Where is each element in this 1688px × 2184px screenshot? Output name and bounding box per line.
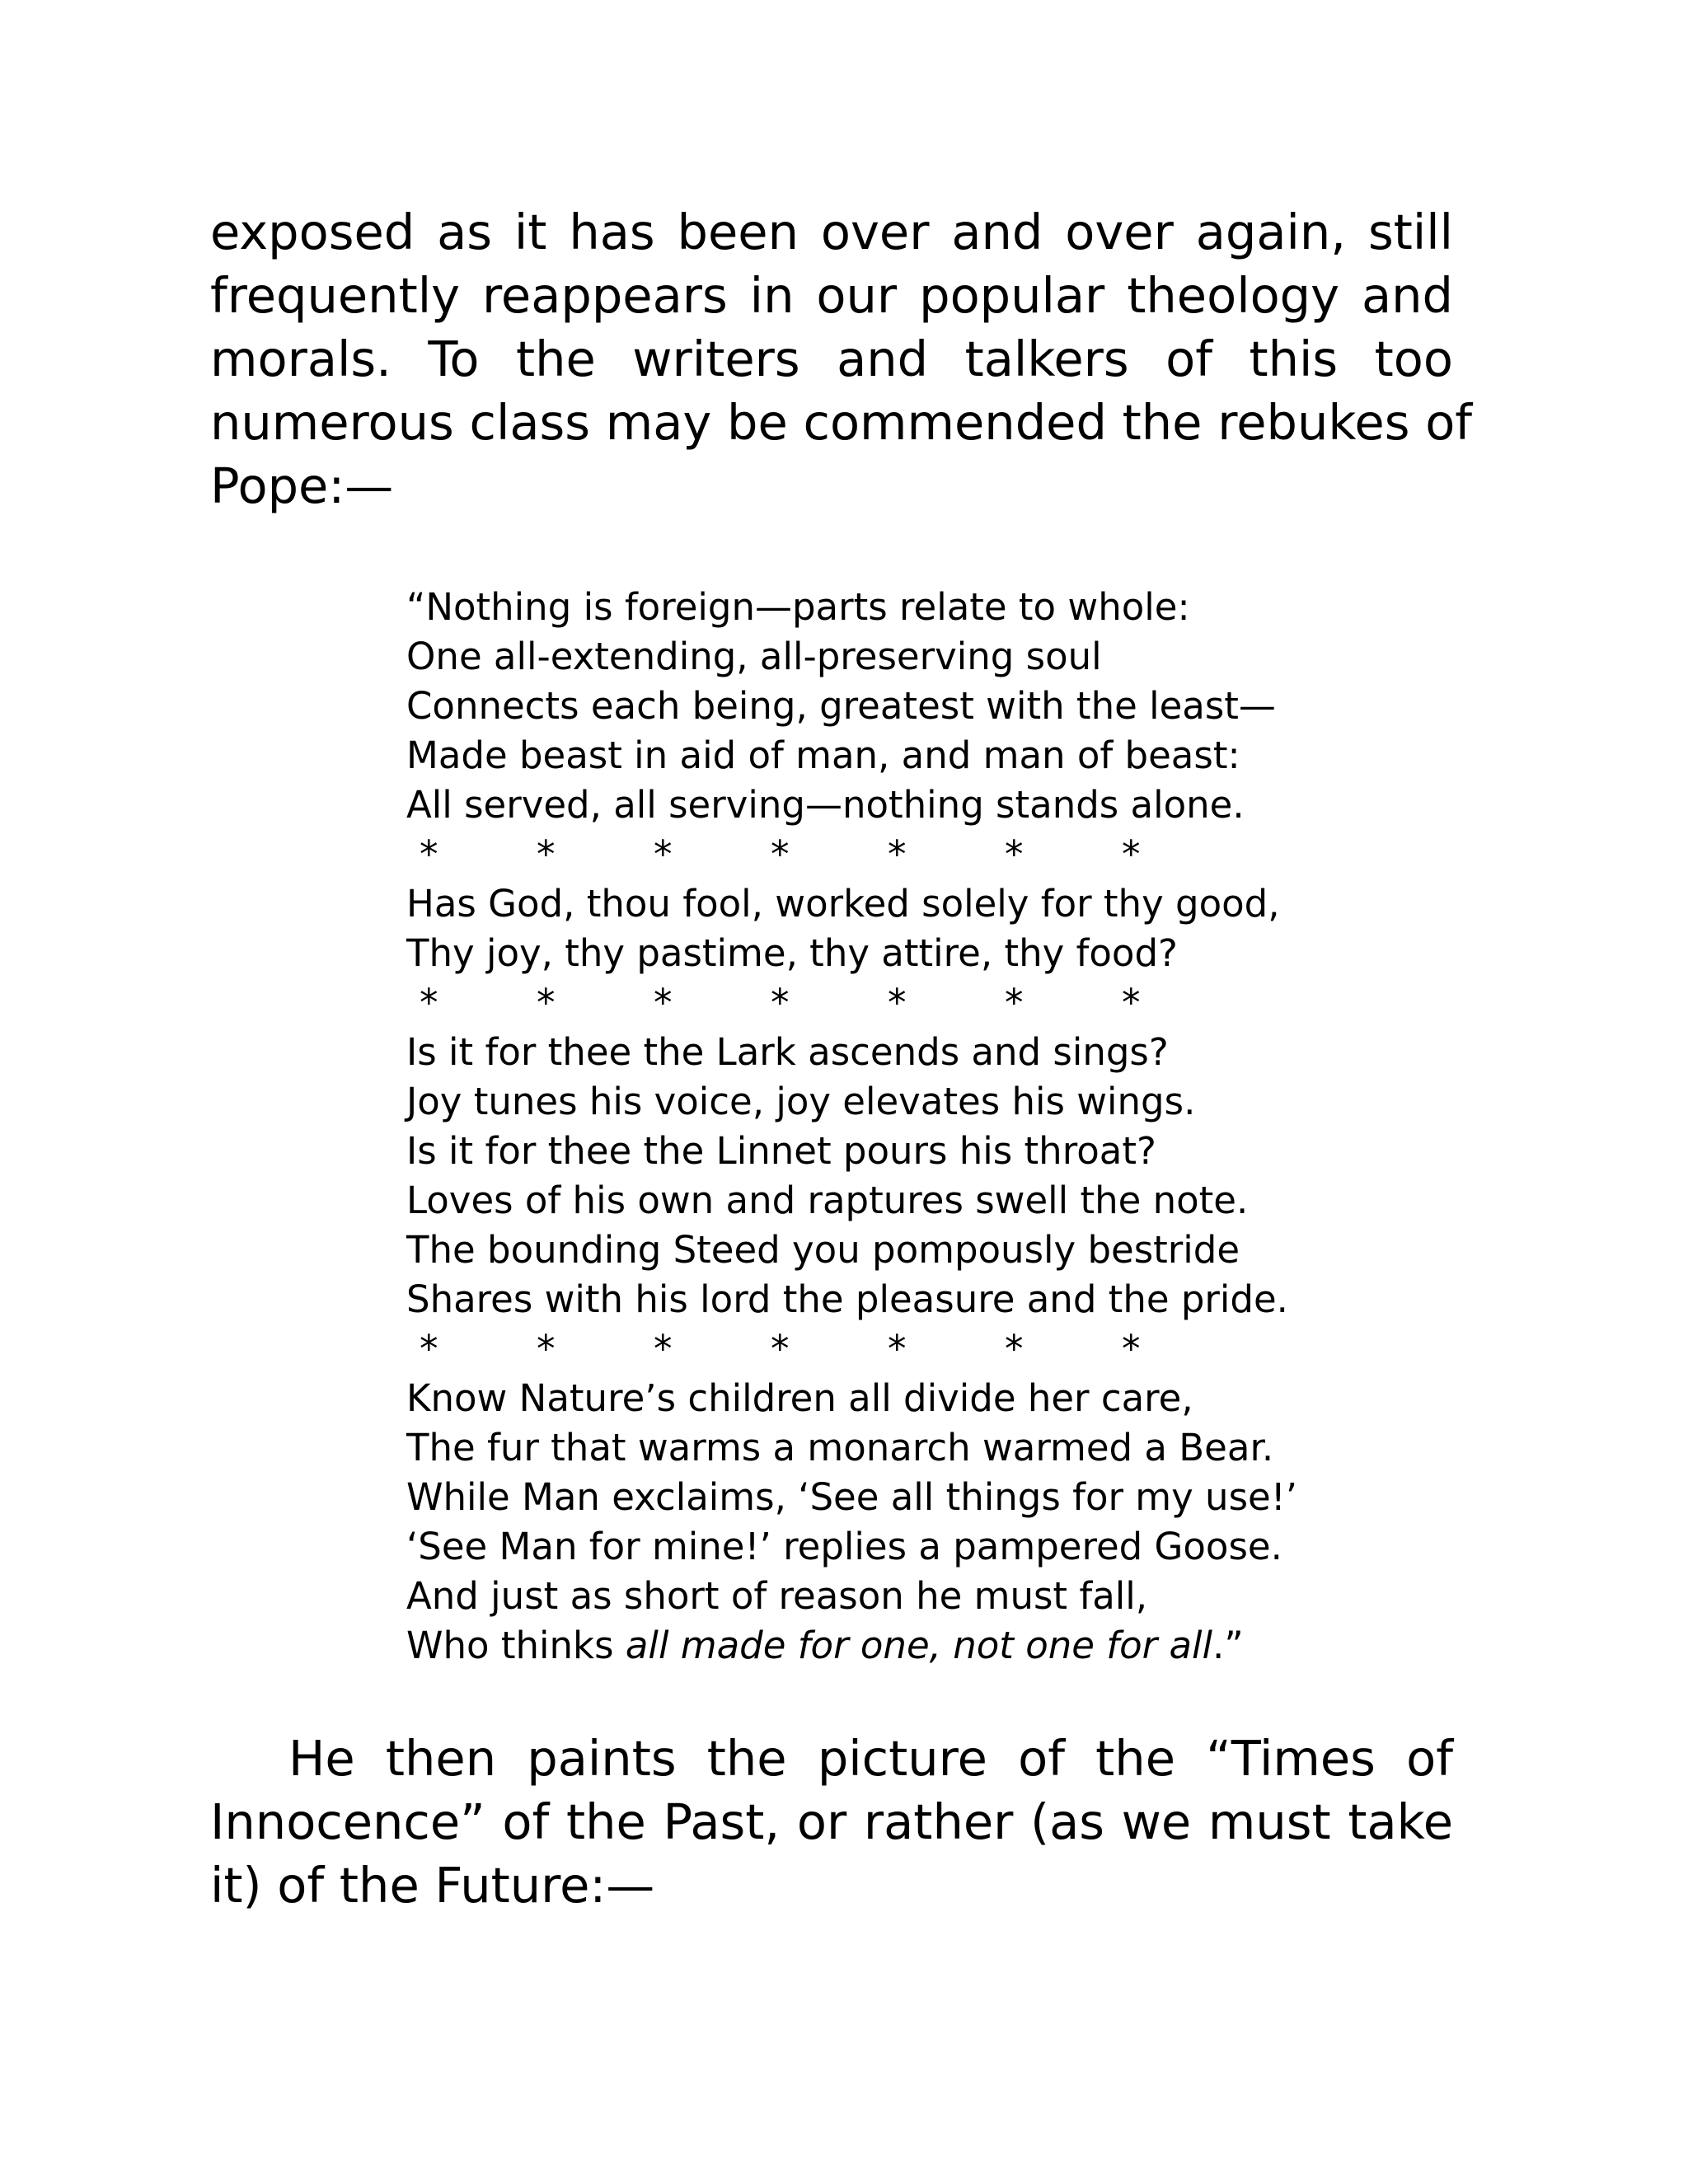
poem-line: Joy tunes his voice, joy elevates his wings. [406,1080,1196,1123]
asterisk: * [888,832,907,876]
poem-line: Connects each being, greatest with the least— [406,684,1276,728]
asterisk: * [1122,1327,1141,1371]
asterisk: * [888,1327,907,1371]
asterisk: * [654,832,673,876]
poem-line: Shares with his lord the pleasure and the pride. [406,1277,1288,1321]
poem-line: “Nothing is foreign—parts relate to whole: [406,585,1190,629]
text-line: He then paints the picture of the “Times of [288,1730,1453,1787]
poem-line: Thy joy, thy pastime, thy attire, thy food? [406,931,1178,975]
poem-text: .” [1212,1624,1244,1667]
poem-line: Is it for thee the Linnet pours his throat? [406,1129,1156,1173]
asterism-separator [406,830,1313,879]
poem-line: ‘See Man for mine!’ replies a pampered Goose. [406,1525,1282,1568]
text-line: morals. To the writers and talkers of this too [210,330,1453,387]
asterisk: * [1005,1327,1024,1371]
text-line: frequently reappears in our popular theology and [210,267,1453,324]
poem-line: The bounding Steed you pompously bestride [406,1228,1240,1272]
asterisk: * [771,981,790,1024]
poem-line: All served, all serving—nothing stands alone. [406,783,1245,827]
asterisk: * [1122,832,1141,876]
text-line: exposed as it has been over and over again, still [210,204,1453,260]
poem-line: One all-extending, all-preserving soul [406,635,1102,678]
poem-quotation [406,583,1313,1671]
asterisk: * [1005,981,1024,1024]
asterisk: * [537,832,556,876]
asterisk: * [654,981,673,1024]
poem-line: Has God, thou fool, worked solely for thy good, [406,882,1280,926]
text-line: numerous class may be commended the rebukes of [210,394,1473,451]
asterisk: * [888,981,907,1024]
poem-line: While Man exclaims, ‘See all things for my use!’ [406,1475,1298,1519]
poem-line: Loves of his own and raptures swell the note. [406,1179,1249,1222]
poem-line: Know Nature’s children all divide her care, [406,1376,1193,1420]
asterisk: * [771,832,790,876]
asterisk: * [654,1327,673,1371]
asterism-separator [406,978,1313,1028]
poem-line: Is it for thee the Lark ascends and sings? [406,1030,1169,1074]
poem-italic-text: all made for one, not one for all [625,1624,1213,1667]
poem-line-final [406,1621,1313,1671]
poem-text: Who thinks [406,1624,626,1667]
asterisk: * [420,981,438,1024]
text-line: Pope:— [210,457,394,514]
asterisk: * [771,1327,790,1371]
text-line: Innocence” of the Past, or rather (as we must take [210,1793,1453,1850]
poem-line: The fur that warms a monarch warmed a Bear. [406,1426,1274,1469]
poem-line: And just as short of reason he must fall, [406,1574,1148,1618]
asterisk: * [1122,981,1141,1024]
asterisk: * [537,981,556,1024]
paragraph-intro [210,200,1473,518]
asterism-separator [406,1324,1313,1374]
asterisk: * [1005,832,1024,876]
asterisk: * [537,1327,556,1371]
text-line: it) of the Future:— [210,1857,655,1914]
asterisk: * [420,832,438,876]
poem-line: Made beast in aid of man, and man of beast: [406,733,1240,777]
paragraph-continuation [210,1727,1453,1917]
asterisk: * [420,1327,438,1371]
